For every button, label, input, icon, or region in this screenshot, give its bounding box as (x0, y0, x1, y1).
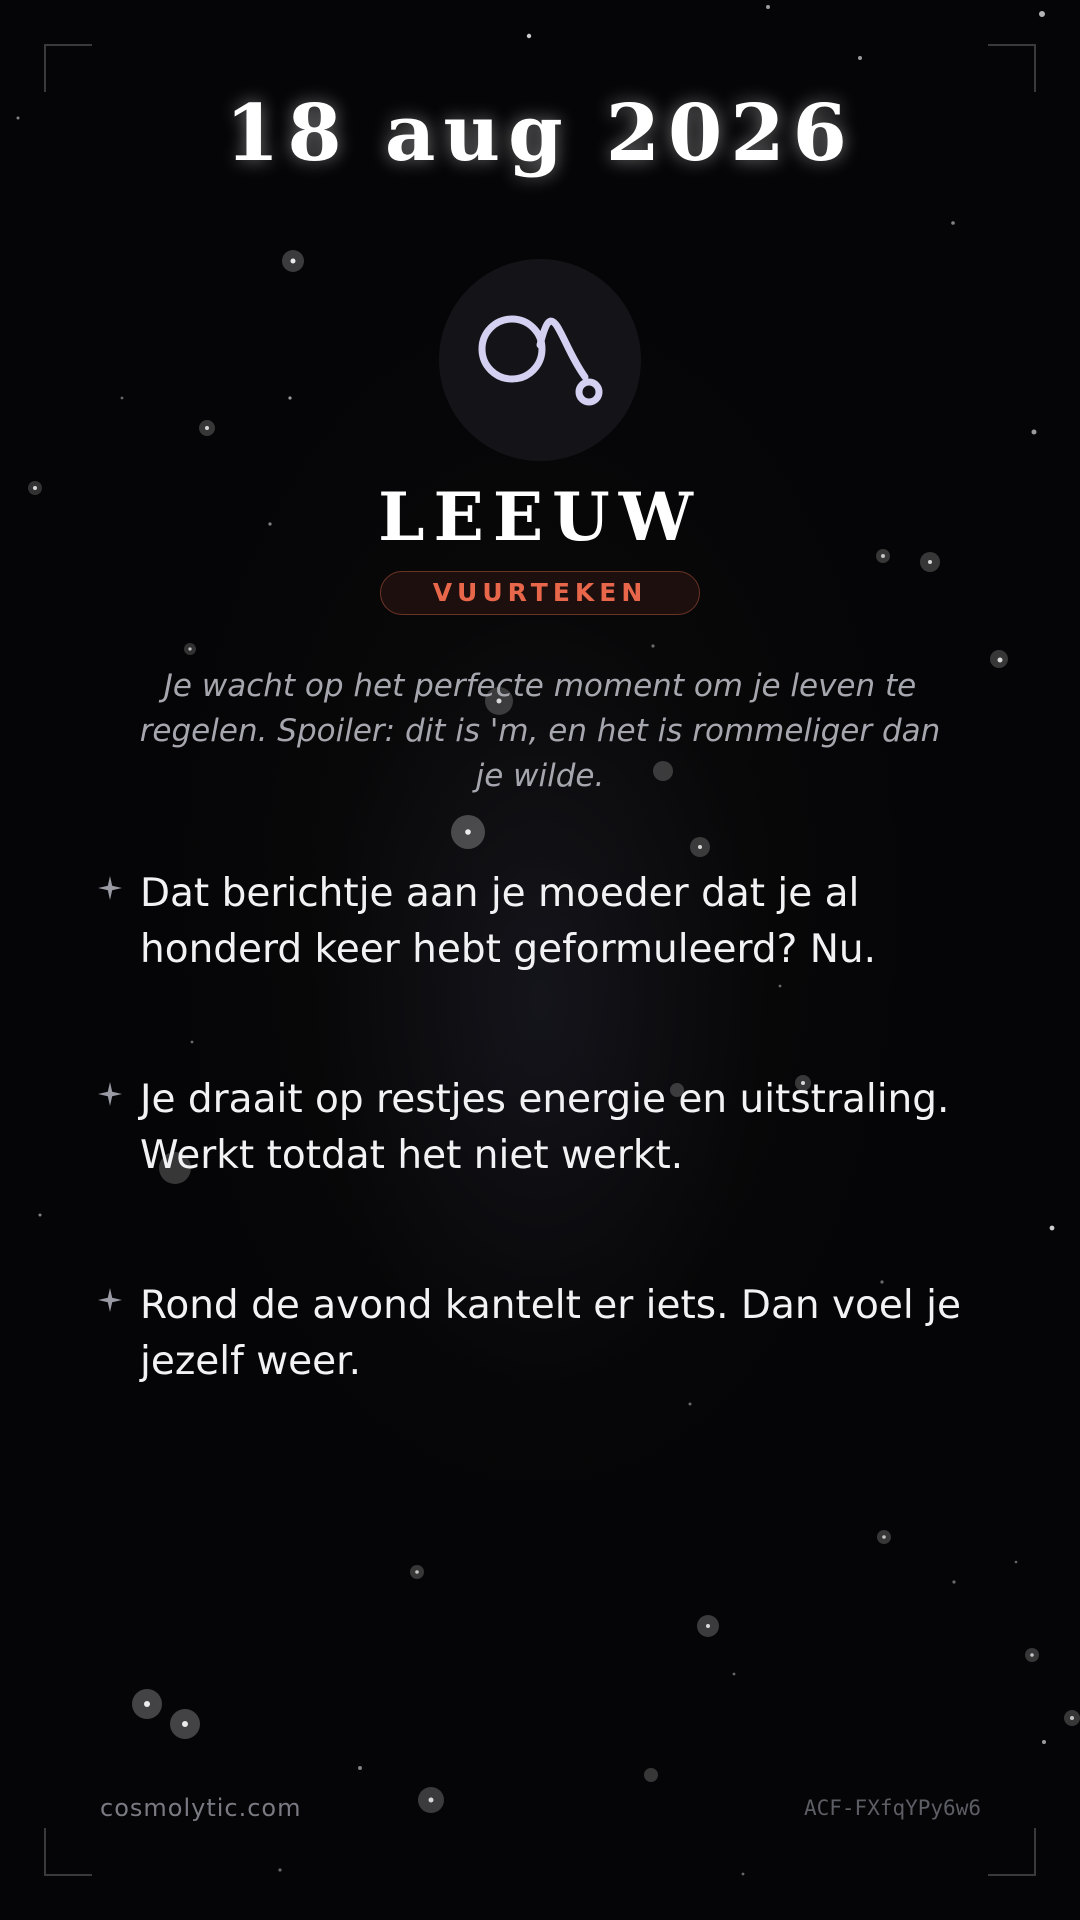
frame-corner-bottom-right (988, 1828, 1036, 1876)
zodiac-sign-name: LEEUW (378, 478, 702, 556)
frame-corner-top-left (44, 44, 92, 92)
card-code: ACF-FXfqYPy6w6 (803, 1796, 981, 1820)
horoscope-intro: Je wacht op het perfecte moment om je leven te regelen. Spoiler: dit is 'm, en het is rommeliger dan je wilde. (139, 668, 941, 794)
sparkle-icon (96, 1080, 124, 1108)
forecast-item-text: Rond de avond kantelt er iets. Dan voel je jezelf weer. (140, 1283, 961, 1384)
sparkle-icon (96, 1286, 124, 1314)
element-badge: VUURTEKEN (380, 571, 700, 615)
leo-zodiac-icon (439, 259, 641, 461)
frame-corner-bottom-left (44, 1828, 92, 1876)
site-link[interactable]: cosmolytic.com (100, 1794, 302, 1822)
forecast-date: 18 aug 2026 (225, 88, 855, 179)
zodiac-sign-badge (439, 259, 641, 461)
forecast-item-text: Dat berichtje aan je moeder dat je al honderd keer hebt geformuleerd? Nu. (140, 871, 877, 972)
forecast-item-text: Je draait op restjes energie en uitstraling. Werkt totdat het niet werkt. (140, 1077, 950, 1178)
frame-corner-top-right (988, 44, 1036, 92)
sparkle-icon (96, 874, 124, 902)
